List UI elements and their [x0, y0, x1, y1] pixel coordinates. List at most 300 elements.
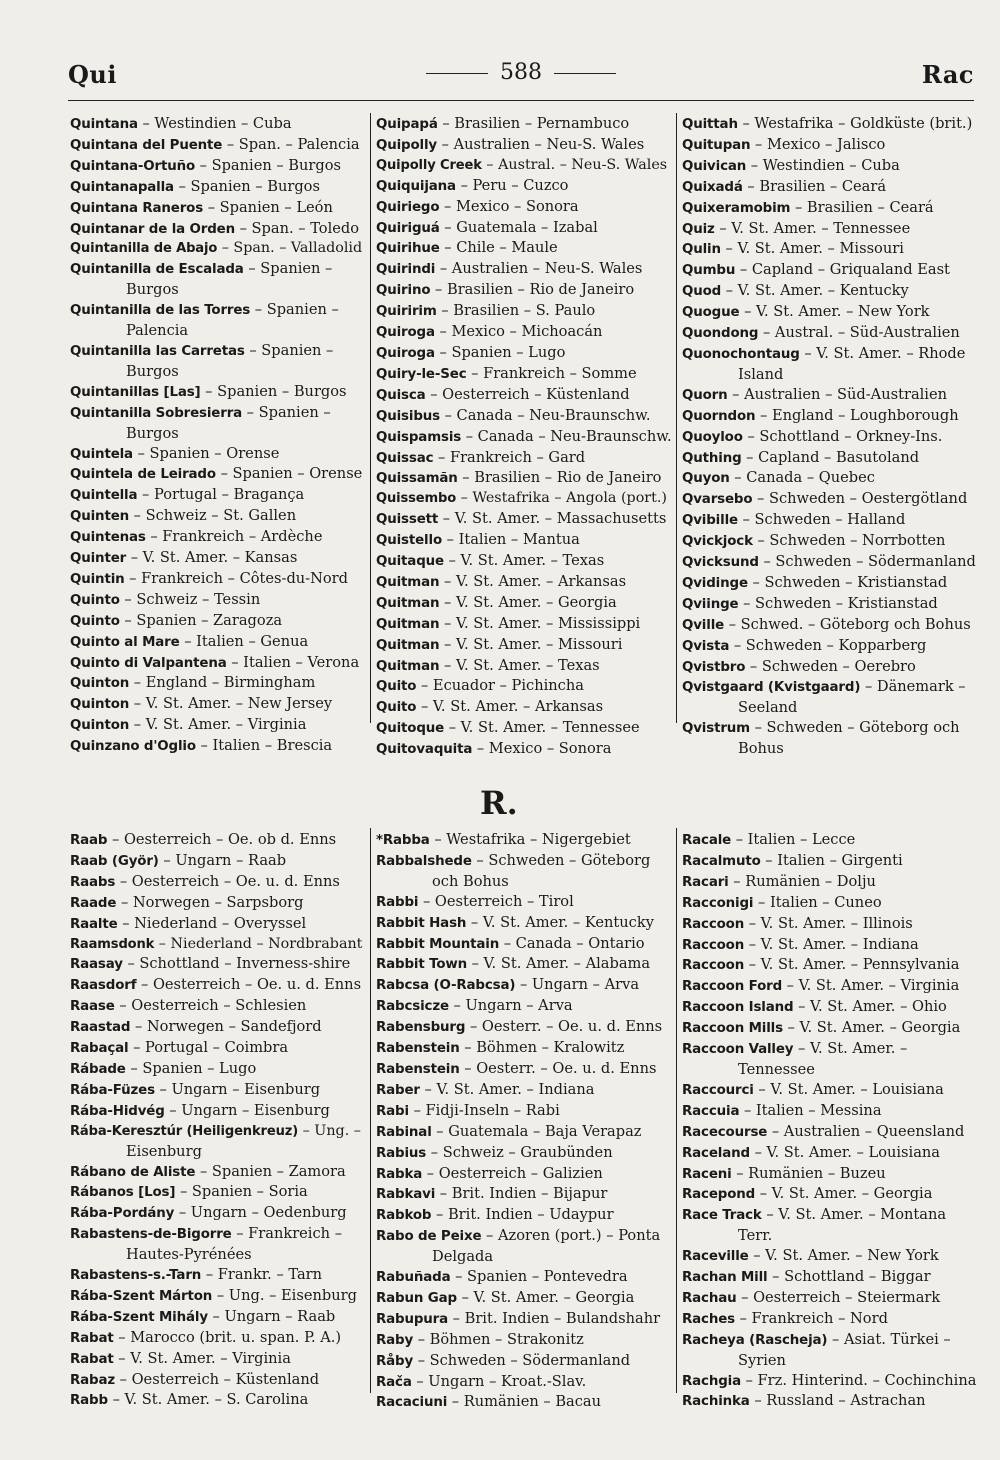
entry-description: – Schweden – Norrbotten	[757, 532, 946, 550]
dictionary-entry	[682, 448, 978, 469]
entry-headword: Quito	[376, 700, 417, 716]
entry-headword: Quito	[376, 679, 417, 695]
entry-description: – Italien – Genua	[184, 632, 309, 650]
entry-headword: Quintanilla Sobresierra	[70, 405, 243, 421]
dictionary-entry	[70, 464, 366, 485]
entry-description: – V. St. Amer. – Arkansas	[421, 698, 604, 716]
dictionary-entry	[70, 611, 366, 632]
dictionary-entry	[70, 1328, 366, 1349]
entry-description: – Schottland – Biggar	[772, 1268, 931, 1286]
entry-headword: Qvista	[682, 638, 730, 654]
entry-description: – Oesterreich – Oe. ob d. Enns	[112, 831, 337, 848]
entry-description: – Oesterreich – Küstenland	[119, 1370, 320, 1388]
entry-description: Palencia	[126, 322, 189, 340]
dictionary-entry	[376, 1101, 672, 1122]
dictionary-entry	[376, 614, 672, 635]
entry-description: – Spanien – Zamora	[199, 1162, 346, 1180]
dictionary-entry	[70, 362, 366, 382]
entry-headword: Raccoon Island	[682, 1000, 794, 1016]
dictionary-entry	[70, 975, 366, 996]
header-dash-right	[554, 73, 616, 74]
entry-description: – Westindien – Cuba	[750, 156, 900, 174]
entry-description: – V. St. Amer. – Texas	[444, 656, 600, 674]
dictionary-entry	[682, 1060, 978, 1080]
entry-description: – Spanien – Lugo	[439, 343, 566, 361]
entry-headword: Quiriguá	[376, 220, 440, 236]
dictionary-entry	[682, 1309, 978, 1330]
entry-description: – V. St. Amer. – Kentucky	[470, 913, 654, 931]
entry-description: – Norwegen – Sandefjord	[134, 1018, 322, 1036]
entry-description: – Rumänien – Bacau	[451, 1393, 602, 1411]
dictionary-entry	[376, 635, 672, 656]
entry-headword: Quipolly Creek	[376, 157, 482, 173]
entry-headword: Qviinge	[682, 596, 739, 612]
dictionary-entry	[70, 1162, 366, 1183]
entry-headword: Rabbi	[376, 894, 419, 910]
entry-description: – Brasilien – Rio de Janeiro	[462, 469, 662, 487]
dictionary-entry	[376, 1017, 672, 1038]
dictionary-entry	[682, 427, 978, 448]
dictionary-entry	[70, 632, 366, 653]
dictionary-entry	[682, 1018, 978, 1039]
entry-description: – Ungarn – Arva	[519, 976, 640, 994]
dictionary-entry	[70, 1142, 366, 1162]
entry-description: – Brasilien – Ceará	[795, 198, 934, 216]
entry-description: – Chile – Maule	[444, 239, 558, 257]
entry-description: – Italien – Mantua	[446, 531, 580, 549]
entry-description: – Fidji-Inseln – Rabi	[413, 1101, 560, 1119]
dictionary-entry	[376, 1080, 672, 1101]
dictionary-entry	[682, 406, 978, 427]
entry-description: – Oesterreich – Tirol	[423, 892, 574, 910]
entry-headword: Raccoon	[682, 916, 745, 932]
entry-headword: Quyon	[682, 471, 730, 487]
dictionary-entry	[70, 1080, 366, 1101]
dictionary-entry	[376, 1226, 672, 1247]
entry-description: – Norwegen – Sarpsborg	[120, 893, 304, 911]
entry-headword: Quogue	[682, 305, 740, 321]
dictionary-entry	[682, 1039, 978, 1060]
entry-headword: Quintenas	[70, 530, 146, 546]
dictionary-entry	[376, 872, 672, 892]
entry-headword: Quintanillas [Las]	[70, 384, 201, 400]
entry-description: – Spanien – Orense	[137, 444, 280, 462]
entry-headword: Rába-Szent Márton	[70, 1288, 213, 1304]
dictionary-entry	[70, 114, 366, 135]
entry-description: Syrien	[738, 1351, 786, 1369]
dictionary-entry	[682, 1288, 978, 1309]
dictionary-entry	[70, 1059, 366, 1080]
dictionary-entry	[376, 1184, 672, 1205]
dictionary-entry	[682, 677, 978, 698]
dictionary-entry	[376, 509, 672, 530]
dictionary-entry	[376, 343, 672, 364]
dictionary-entry	[376, 676, 672, 697]
dictionary-entry	[376, 322, 672, 343]
dictionary-entry	[376, 218, 672, 239]
entry-description: Eisenburg	[126, 1142, 202, 1160]
entry-description: – Schweden – Göteborg	[476, 851, 651, 869]
entry-description: – Spanien –	[246, 403, 331, 421]
entry-headword: Quitman	[376, 616, 440, 632]
entry-description: – Schweden – Kristianstad	[752, 573, 948, 591]
entry-headword: Quispamsis	[376, 429, 462, 445]
entry-description: – Canada – Quebec	[734, 469, 875, 487]
entry-headword: Raceville	[682, 1249, 749, 1265]
dictionary-entry	[376, 975, 672, 996]
entry-headword: Raab	[70, 833, 108, 848]
dictionary-entry	[70, 954, 366, 975]
dictionary-entry	[376, 1038, 672, 1059]
entry-description: – Brit. Indien – Bulandshahr	[452, 1309, 661, 1327]
entry-headword: Qvistbro	[682, 659, 746, 675]
entry-headword: Quintanar de la Orden	[70, 221, 235, 237]
dictionary-entry	[70, 1286, 366, 1307]
dictionary-entry	[376, 176, 672, 197]
dictionary-entry	[376, 913, 672, 934]
entry-headword: Quitman	[376, 574, 440, 590]
entry-headword: Råby	[376, 1353, 414, 1369]
entry-headword: Quixeramobim	[682, 200, 791, 216]
dictionary-entry	[682, 893, 978, 914]
entry-description: – V. St. Amer. – New Jersey	[133, 695, 333, 713]
entry-description: – Spanien – Orense	[220, 465, 363, 483]
dictionary-entry	[682, 1246, 978, 1267]
entry-description: – Asiat. Türkei –	[832, 1330, 951, 1348]
dictionary-entry	[376, 1143, 672, 1164]
entry-headword: Qulin	[682, 242, 721, 258]
entry-description: – Canada – Ontario	[503, 934, 645, 952]
entry-headword: Quintin	[70, 571, 125, 587]
entry-headword: Raccoon	[682, 958, 745, 974]
entry-description: – Oesterreich – Galizien	[426, 1164, 603, 1182]
entry-description: – Oesterreich – Küstenland	[430, 385, 630, 403]
entry-description: – Schweden – Oerebro	[749, 657, 916, 675]
dictionary-entry	[376, 1351, 672, 1372]
entry-description: Delgada	[432, 1248, 494, 1266]
entry-description: – V. St. Amer. – S. Carolina	[112, 1391, 309, 1409]
entry-description: – V. St. Amer. – Tennessee	[719, 219, 911, 237]
dictionary-entry	[376, 364, 672, 385]
entry-description: – Brit. Indien – Bijapur	[439, 1185, 608, 1203]
entry-headword: Quinto	[70, 592, 120, 608]
dictionary-entry	[376, 996, 672, 1017]
dictionary-entry	[682, 1351, 978, 1371]
entry-description: – Mexico – Sonora	[476, 740, 612, 758]
entry-description: – Spanien – Zaragoza	[124, 611, 283, 629]
column-bottom-3	[682, 830, 978, 1412]
entry-description: – V. St. Amer. – Missouri	[725, 240, 904, 258]
entry-headword: Rabinal	[376, 1124, 432, 1140]
entry-description: Burgos	[126, 362, 179, 380]
entry-headword: Rábade	[70, 1061, 126, 1077]
entry-headword: Rabbit Town	[376, 957, 467, 973]
dictionary-entry	[376, 572, 672, 593]
entry-headword: Rača	[376, 1374, 412, 1390]
entry-description: – Schweden – Halland	[742, 511, 906, 529]
entry-headword: Raastad	[70, 1020, 131, 1036]
dictionary-entry	[376, 156, 672, 176]
entry-headword: Raab (Györ)	[70, 853, 159, 869]
dictionary-entry	[682, 510, 978, 531]
entry-headword: Raalte	[70, 916, 118, 932]
entry-headword: Rabensburg	[376, 1020, 466, 1036]
entry-description: – Böhmen – Kralowitz	[464, 1039, 625, 1057]
dictionary-entry	[70, 736, 366, 757]
dictionary-entry	[682, 135, 978, 156]
dictionary-entry	[682, 573, 978, 594]
dictionary-entry	[70, 1265, 366, 1286]
entry-headword: Quintana-Ortuño	[70, 158, 196, 174]
entry-headword: Rabbalshede	[376, 853, 472, 869]
entry-description: – Capland – Griqualand East	[739, 261, 950, 279]
dictionary-entry	[376, 1122, 672, 1143]
dictionary-entry	[682, 718, 978, 739]
entry-description: – V. St. Amer. – Georgia	[444, 593, 617, 611]
dictionary-entry	[70, 548, 366, 569]
entry-description: – Frankr. – Tarn	[205, 1266, 323, 1284]
entry-description: – Brasilien – Ceará	[747, 177, 887, 195]
entry-description: Tennessee	[738, 1060, 815, 1078]
entry-description: – Italien – Messina	[743, 1101, 882, 1119]
entry-description: – Brasilien – Rio de Janeiro	[435, 281, 635, 299]
dictionary-entry	[376, 1205, 672, 1226]
entry-headword: Racepond	[682, 1187, 756, 1203]
entry-description: – Westindien – Cuba	[142, 115, 292, 132]
dictionary-entry	[376, 551, 672, 572]
entry-headword: Quiz	[682, 221, 715, 237]
entry-description: – Niederland – Nordbrabant	[158, 935, 363, 952]
entry-description: – V. St. Amer. – Tennessee	[448, 719, 640, 737]
dictionary-entry	[682, 1267, 978, 1288]
dictionary-entry	[376, 135, 672, 156]
entry-description: – Spanien – Lugo	[130, 1059, 257, 1077]
dictionary-entry	[376, 697, 672, 718]
entry-description: Burgos	[126, 281, 179, 299]
dictionary-entry	[70, 694, 366, 715]
entry-description: – V. St. Amer. – New York	[753, 1247, 939, 1265]
entry-description: – Capland – Basutoland	[746, 448, 920, 466]
entry-description: – Italien – Verona	[231, 653, 360, 671]
entry-headword: Qvicksund	[682, 555, 759, 571]
entry-description: – Mexico – Jalisco	[755, 135, 886, 153]
entry-headword: Qvistrum	[682, 721, 750, 737]
dictionary-entry	[682, 997, 978, 1018]
entry-headword: Qvibille	[682, 513, 738, 529]
entry-headword: Rabius	[376, 1145, 427, 1161]
dictionary-entry	[70, 1390, 366, 1411]
entry-description: – V. St. Amer. – Illinois	[748, 914, 913, 932]
dictionary-entry	[70, 715, 366, 736]
entry-headword: Raade	[70, 895, 117, 911]
dictionary-entry	[682, 177, 978, 198]
entry-headword: Raccourci	[682, 1082, 754, 1098]
entry-headword: Quinton	[70, 676, 130, 692]
entry-description: – Spanien – Soria	[179, 1183, 308, 1201]
entry-description: – Guatemala – Baja Verapaz	[436, 1122, 642, 1140]
entry-description: – Ungarn – Kroat.-Slav.	[416, 1372, 587, 1390]
entry-description: – England – Birmingham	[133, 674, 316, 692]
entry-description: – Dänemark –	[864, 678, 966, 696]
dictionary-entry	[70, 1182, 366, 1203]
dictionary-entry	[682, 851, 978, 872]
entry-headword: Quiquijana	[376, 178, 456, 194]
entry-description: – Portugal – Bragança	[142, 486, 305, 504]
entry-description: – V. St. Amer. – Montana	[766, 1206, 947, 1224]
entry-headword: Raccoon	[682, 937, 745, 953]
dictionary-entry	[70, 914, 366, 935]
entry-description: – V. St. Amer. – Missouri	[444, 635, 623, 653]
entry-description: – Schottland – Inverness-shire	[127, 955, 351, 973]
dictionary-entry	[682, 531, 978, 552]
entry-headword: Quistello	[376, 533, 442, 549]
entry-description: – Schweden – Södermanland	[417, 1351, 631, 1369]
entry-headword: Rabastens-s.-Tarn	[70, 1268, 202, 1284]
dictionary-entry	[70, 590, 366, 611]
entry-description: – Spanien – Burgos	[205, 382, 347, 400]
entry-description: – Italien – Lecce	[735, 831, 856, 848]
dictionary-entry	[70, 239, 366, 259]
dictionary-entry	[376, 593, 672, 614]
entry-headword: Rabcsa (O-Rabcsa)	[376, 978, 516, 994]
dictionary-entry	[70, 1245, 366, 1265]
dictionary-entry	[682, 302, 978, 323]
entry-headword: Quisca	[376, 387, 426, 403]
entry-description: Hautes-Pyrénées	[126, 1246, 252, 1264]
entry-headword: Rachau	[682, 1290, 737, 1306]
dictionary-entry	[70, 1203, 366, 1224]
entry-description: – Niederland – Overyssel	[122, 914, 307, 932]
entry-headword: Quittah	[682, 117, 738, 132]
entry-headword: Quitman	[376, 658, 440, 674]
dictionary-entry	[376, 489, 672, 509]
entry-description: – Rumänien – Dolju	[733, 872, 876, 890]
dictionary-entry	[376, 851, 672, 872]
entry-description: – V. St. Amer. – New York	[744, 303, 930, 321]
entry-headword: Quitaque	[376, 554, 444, 570]
entry-description: – Austral. – Neu-S. Wales	[486, 156, 668, 173]
entry-description: – Westafrika – Goldküste (brit.)	[742, 115, 973, 132]
entry-description: – V. St. Amer. – Louisiana	[754, 1143, 941, 1161]
entry-headword: Quissett	[376, 512, 439, 528]
dictionary-entry	[682, 636, 978, 657]
entry-description: – Spanien – Pontevedra	[455, 1268, 628, 1286]
entry-headword: Qvistgaard (Kvistgaard)	[682, 680, 861, 696]
dictionary-entry	[376, 830, 672, 851]
entry-headword: Quintanilla de Escalada	[70, 262, 244, 278]
dictionary-entry	[70, 403, 366, 424]
entry-description: – Canada – Neu-Braunschw.	[465, 427, 672, 445]
entry-description: – Ung. – Eisenburg	[216, 1286, 357, 1304]
entry-headword: Raches	[682, 1311, 735, 1327]
entry-headword: Quiroga	[376, 345, 435, 361]
entry-description: – V. St. Amer. – Virginia	[786, 977, 960, 995]
dictionary-entry	[682, 1371, 978, 1392]
entry-headword: Rábanos [Los]	[70, 1185, 176, 1201]
entry-description: – Ungarn – Arva	[453, 997, 573, 1015]
entry-description: – Oesterr. – Oe. u. d. Enns	[464, 1059, 657, 1077]
entry-description: – England – Loughborough	[760, 406, 959, 424]
entry-headword: Rabcsicze	[376, 999, 449, 1015]
entry-description: och Bohus	[432, 872, 509, 890]
dictionary-entry	[376, 530, 672, 551]
entry-description: – Frankreich – Gard	[438, 448, 586, 466]
dictionary-entry	[376, 301, 672, 322]
dictionary-entry	[682, 1330, 978, 1351]
dictionary-entry	[70, 341, 366, 362]
dictionary-entry	[682, 198, 978, 219]
dictionary-entry	[682, 344, 978, 365]
entry-headword: Racaciuni	[376, 1395, 448, 1411]
entry-headword: Raccuia	[682, 1103, 740, 1119]
entry-description: – V. St. Amer. – Mississippi	[444, 614, 641, 632]
entry-description: – Span. – Valladolid	[221, 240, 363, 257]
header-right-keyword: Rac	[921, 60, 974, 89]
entry-description: – Schweden – Kristianstad	[743, 594, 938, 612]
entry-description: – Peru – Cuzco	[460, 176, 569, 194]
dictionary-entry	[682, 260, 978, 281]
dictionary-entry	[70, 321, 366, 341]
entry-headword: Raby	[376, 1332, 414, 1348]
entry-headword: Qvarsebo	[682, 492, 753, 508]
entry-description: – Schweiz – Tessin	[124, 590, 261, 608]
entry-description: – Ung. –	[302, 1122, 361, 1139]
entry-headword: Quitupan	[682, 137, 751, 153]
entry-headword: Qville	[682, 617, 725, 633]
entry-headword: Rachinka	[682, 1394, 750, 1410]
entry-headword: Quitman	[376, 595, 440, 611]
entry-headword: Quintanapalla	[70, 179, 174, 195]
column-divider	[676, 828, 677, 1393]
entry-description: Seeland	[738, 699, 798, 717]
entry-description: – Spanien –	[249, 341, 334, 359]
entry-headword: Quirihue	[376, 241, 440, 257]
entry-description: – Spanien –	[248, 260, 333, 278]
entry-description: Bohus	[738, 740, 784, 758]
column-divider	[370, 828, 371, 1393]
entry-headword: Rabat	[70, 1330, 114, 1346]
entry-headword: Rabkavi	[376, 1187, 436, 1203]
entry-description: – Rumänien – Buzeu	[736, 1164, 886, 1182]
entry-headword: Rába-Szent Mihály	[70, 1309, 208, 1325]
dictionary-entry	[376, 656, 672, 677]
dictionary-entry	[70, 1038, 366, 1059]
entry-description: – V. St. Amer. – Virginia	[118, 1349, 291, 1367]
entry-headword: Raceland	[682, 1145, 750, 1161]
entry-headword: Rabastens-de-Bigorre	[70, 1227, 232, 1243]
dictionary-entry	[682, 1143, 978, 1164]
dictionary-entry	[70, 300, 366, 321]
column-bottom-1	[70, 830, 366, 1411]
entry-headword: Quissembo	[376, 491, 457, 507]
entry-headword: Quinton	[70, 697, 130, 713]
entry-description: – Australien – Queensland	[771, 1122, 965, 1140]
entry-description: – Brit. Indien – Udaypur	[436, 1206, 614, 1224]
entry-headword: Quorndon	[682, 408, 756, 424]
entry-description: – Frankreich – Ardèche	[150, 528, 323, 546]
dictionary-entry	[70, 673, 366, 694]
dictionary-entry	[682, 1164, 978, 1185]
entry-headword: Rabi	[376, 1103, 409, 1119]
dictionary-entry	[376, 406, 672, 427]
dictionary-entry	[376, 1309, 672, 1330]
column-top-1	[70, 114, 366, 757]
dictionary-entry	[376, 259, 672, 280]
dictionary-entry	[376, 934, 672, 955]
dictionary-entry	[682, 594, 978, 615]
entry-headword: Quinto al Mare	[70, 634, 180, 650]
entry-headword: Rabenstein	[376, 1061, 460, 1077]
